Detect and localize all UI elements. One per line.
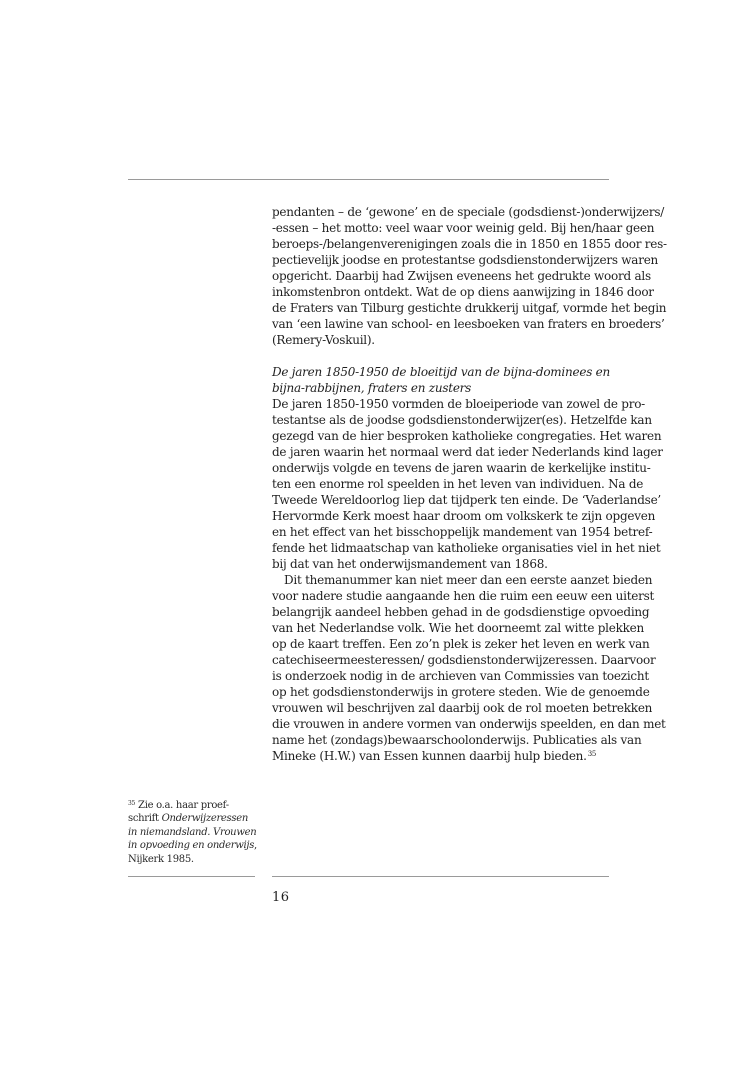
text-line: voor nadere studie aangaande hen die ruim een eeuw een uiterst bbox=[272, 589, 655, 603]
text-line: op de kaart treffen. Een zo’n plek is zeker het leven en werk van bbox=[272, 637, 650, 651]
paragraph-2 bbox=[272, 396, 663, 572]
text-line: testantse als de joodse godsdienstonderwijzer(es). Hetzelfde kan bbox=[272, 413, 652, 427]
text-line: pendanten – de ‘gewone’ en de speciale (godsdienst-)onderwijzers/ bbox=[272, 205, 665, 219]
paragraph-1 bbox=[272, 204, 667, 348]
text-line: van het Nederlandse volk. Wie het doorneemt zal witte plekken bbox=[272, 621, 644, 635]
text-line: Tweede Wereldoorlog liep dat tijdperk ten einde. De ‘Vaderlandse’ bbox=[272, 493, 661, 507]
text-line: op het godsdienstonderwijs in grotere steden. Wie de genoemde bbox=[272, 685, 650, 699]
footnote-number: 35 bbox=[128, 800, 136, 807]
text-line: is onderzoek nodig in de archieven van Commissies van toezicht bbox=[272, 669, 649, 683]
text-line: -essen – het motto: veel waar voor weinig geld. Bij hen/haar geen bbox=[272, 221, 655, 235]
footnote-book-title: in niemandsland. Vrouwen bbox=[128, 826, 257, 838]
text-line: De jaren 1850-1950 vormden de bloeiperiode van zowel de pro- bbox=[272, 397, 645, 411]
footer-rule bbox=[272, 876, 609, 877]
text-line: onderwijs volgde en tevens de jaren waarin de kerkelijke institu- bbox=[272, 461, 651, 475]
text-line: ten een enorme rol speelden in het leven van individuen. Na de bbox=[272, 477, 644, 491]
text-line: beroeps-/belangenverenigingen zoals die in 1850 en 1855 door res- bbox=[272, 237, 667, 251]
text-line: gezegd van de hier besproken katholieke congregaties. Het waren bbox=[272, 429, 662, 443]
footnote-text: schrift bbox=[128, 813, 162, 825]
text-line: pectievelijk joodse en protestantse godsdienstonderwijzers waren bbox=[272, 253, 659, 267]
text-line: inkomstenbron ontdekt. Wat de op diens aanwijzing in 1846 door bbox=[272, 285, 654, 299]
text-line: name het (zondags)bewaarschoolonderwijs. Publicaties als van bbox=[272, 733, 642, 747]
paragraph-3 bbox=[272, 572, 666, 764]
footnote-line bbox=[128, 812, 255, 825]
text-line: Hervormde Kerk moest haar droom om volkskerk te zijn opgeven bbox=[272, 509, 656, 523]
section-heading bbox=[272, 364, 609, 396]
main-text-column bbox=[272, 204, 667, 764]
footnote-line bbox=[128, 839, 255, 852]
text-line: de Fraters van Tilburg gestichte drukkerij uitgaf, vormde het begin bbox=[272, 301, 667, 315]
footnote-line bbox=[128, 799, 255, 812]
text-line: Dit themanummer kan niet meer dan een eerste aanzet bieden bbox=[284, 573, 653, 587]
text-line: catechiseermeesteressen/ godsdienstonderwijzeressen. Daarvoor bbox=[272, 653, 656, 667]
paragraph-gap bbox=[272, 348, 609, 364]
text-line: bij dat van het onderwijsmandement van 1868. bbox=[272, 557, 548, 571]
footnote-rule bbox=[128, 876, 255, 877]
footnote-text: Nijkerk 1985. bbox=[128, 853, 194, 865]
text-line: (Remery-Voskuil). bbox=[272, 333, 375, 347]
text-line: en het effect van het bisschoppelijk mandement van 1954 betref- bbox=[272, 525, 653, 539]
text-line: Mineke (H.W.) van Essen kunnen daarbij hulp bieden.$^{35}$ bbox=[272, 749, 597, 763]
footnote-text: , bbox=[254, 840, 257, 852]
footnote-book-title: Onderwijzeressen bbox=[161, 813, 248, 825]
page-number: 16 bbox=[272, 890, 290, 905]
text-line: De jaren 1850-1950 de bloeitijd van de bijna-dominees en bbox=[272, 365, 611, 379]
text-line: bijna-rabbijnen, fraters en zusters bbox=[272, 381, 472, 395]
footnote-text: Zie o.a. haar proef- bbox=[138, 800, 229, 811]
footnote-book-title: in opvoeding en onderwijs bbox=[128, 840, 255, 852]
text-line: de jaren waarin het normaal werd dat ieder Nederlands kind lager bbox=[272, 445, 663, 459]
text-line: belangrijk aandeel hebben gehad in de godsdienstige opvoeding bbox=[272, 605, 650, 619]
text-line: die vrouwen in andere vormen van onderwijs speelden, en dan met bbox=[272, 717, 666, 731]
footnote-reference: 35 bbox=[587, 750, 597, 758]
text-line: fende het lidmaatschap van katholieke organisaties viel in het niet bbox=[272, 541, 661, 555]
header-rule bbox=[128, 179, 609, 180]
footnote-35 bbox=[128, 799, 255, 866]
text-line: vrouwen wil beschrijven zal daarbij ook de rol moeten betrekken bbox=[272, 701, 653, 715]
text-line: opgericht. Daarbij had Zwijsen eveneens het gedrukte woord als bbox=[272, 269, 651, 283]
text-line: van ‘een lawine van school- en leesboeken van fraters en broeders’ bbox=[272, 317, 665, 331]
